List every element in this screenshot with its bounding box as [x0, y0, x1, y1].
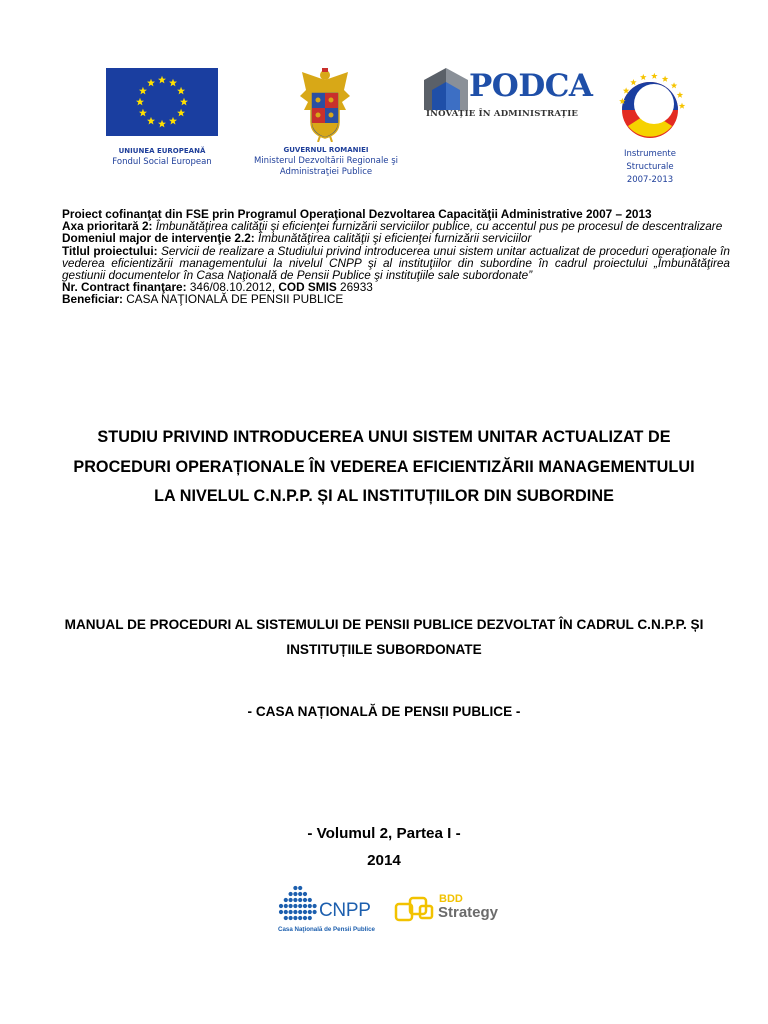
bdd-icon — [394, 896, 438, 924]
cnpp-dot-icon — [313, 904, 317, 908]
info-contract-value: 346/08.10.2012, — [189, 280, 276, 295]
cnpp-dot-icon — [298, 904, 302, 908]
info-contract-label: Nr. Contract finanţare: — [62, 280, 187, 295]
is-star-icon — [662, 76, 668, 82]
cnpp-dot-icon — [308, 898, 312, 902]
is-line2: Structurale — [626, 162, 674, 172]
info-cofinantat: Proiect cofinanţat din FSE prin Programul Operaţional Dezvoltarea Capacităţii Administrative 2007 – 2013 — [62, 207, 652, 221]
cnpp-dot-icon — [308, 910, 312, 914]
document-title: STUDIU PRIVIND INTRODUCEREA UNUI SISTEM UNITAR ACTUALIZAT DE PROCEDURI OPERAȚIONALE ÎN VEDEREA EFICIENTIZĂRII MANAGEMENTULUI LA NIVELUL C.N.P.P. ȘI AL INSTITUȚIILOR DIN SUBORDINE — [73, 428, 695, 505]
info-line-beneficiar — [62, 293, 730, 305]
is-star-icon — [679, 103, 685, 109]
cnpp-dot-icon — [293, 916, 297, 920]
project-info — [62, 208, 730, 306]
cnpp-dot-icon — [303, 892, 307, 896]
cnpp-dot-icon — [298, 916, 302, 920]
is-star-icon — [671, 82, 677, 88]
cnpp-dot-icon — [284, 904, 288, 908]
cnpp-dot-icon — [289, 904, 293, 908]
info-smis-value: 26933 — [340, 280, 373, 295]
year-label: 2014 — [367, 852, 401, 869]
bdd-strategy-logo — [394, 894, 514, 928]
cnpp-dot-icon — [289, 910, 293, 914]
info-domeniu-text: Îmbunătăţirea calităţii şi eficienţei furnizării serviciilor — [258, 231, 532, 246]
cnpp-dot-icon — [293, 898, 297, 902]
cnpp-dot-icon — [289, 898, 293, 902]
eu-flag-icon — [106, 68, 218, 136]
cnpp-dot-icon — [303, 910, 307, 914]
document-subtitle: MANUAL DE PROCEDURI AL SISTEMULUI DE PENSII PUBLICE DEZVOLTAT ÎN CADRUL C.N.P.P. ȘI INSTITUȚIILE SUBORDONATE — [64, 617, 704, 657]
cnpp-logo — [278, 884, 376, 936]
cnpp-dot-icon — [303, 916, 307, 920]
structural-instruments-icon — [614, 66, 690, 144]
volume-label: - Volumul 2, Partea I - — [307, 825, 461, 842]
bdd-line1: BDD — [439, 893, 463, 905]
eu-caption — [98, 146, 226, 168]
cnpp-dot-icon — [313, 910, 317, 914]
info-titlu-text: Servicii de realizare a Studiului privind introducerea unui sistem unitar actualizat de proceduri operaţionale în vederea eficientizării managementului la nivelul CNPP şi al instituţiilor din subordine în cadrul proiectului „Îmbunătăţirea gestiunii documentelor în Casa Naţională de Pensii Publice şi instituţiile sale subordonate” — [62, 243, 730, 283]
institution-title: - CASA NAȚIONALĂ DE PENSII PUBLICE - — [247, 704, 521, 719]
cnpp-dot-icon — [298, 910, 302, 914]
cnpp-people-icon — [278, 884, 318, 924]
cnpp-dot-icon — [298, 898, 302, 902]
info-beneficiar-value: CASA NAŢIONALĂ DE PENSII PUBLICE — [126, 292, 344, 307]
cnpp-dot-icon — [298, 892, 302, 896]
cnpp-dot-icon — [308, 904, 312, 908]
cnpp-dot-icon — [279, 904, 283, 908]
info-titlu-label: Titlul proiectului: — [62, 243, 158, 258]
eu-flag-logo — [106, 68, 218, 136]
is-star-icon — [640, 74, 646, 80]
cnpp-dot-icon — [284, 898, 288, 902]
info-beneficiar-label: Beneficiar: — [62, 292, 123, 307]
info-domeniu-label: Domeniul major de intervenţie 2.2: — [62, 231, 255, 246]
gov-caption — [232, 145, 420, 178]
podca-logo — [424, 66, 594, 122]
is-star-icon — [630, 79, 636, 85]
is-star-icon — [677, 92, 683, 98]
cnpp-dot-icon — [279, 910, 283, 914]
is-line3: 2007-2013 — [626, 175, 674, 185]
podca-name: PODCA — [469, 68, 593, 104]
info-line-titlu — [62, 245, 730, 282]
gov-ministry-line2: Administraţiei Publice — [279, 167, 373, 177]
is-caption — [604, 148, 696, 187]
cnpp-dot-icon — [293, 910, 297, 914]
cnpp-dot-icon — [293, 892, 297, 896]
cnpp-dot-icon — [303, 898, 307, 902]
info-axa-label: Axa prioritară 2: — [62, 219, 153, 234]
cnpp-dot-icon — [289, 916, 293, 920]
eu-fund: Fondul Social European — [112, 157, 212, 167]
coat-of-arms-icon — [298, 66, 352, 142]
cnpp-dot-icon — [284, 910, 288, 914]
info-axa-text: Îmbunătăţirea calităţii şi eficienţei furnizării serviciilor publice, cu accentul pus pe procesul de descentralizare — [155, 219, 723, 234]
instrumente-structurale-logo — [614, 66, 690, 144]
info-smis-label: COD SMIS — [278, 280, 337, 295]
cnpp-name: CNPP — [319, 900, 371, 921]
is-star-icon — [651, 73, 657, 79]
cnpp-dot-icon — [303, 904, 307, 908]
podca-tagline: INOVAȚIE ÎN ADMINISTRAȚIE — [426, 109, 579, 119]
cnpp-dot-icon — [293, 886, 297, 890]
cnpp-dot-icon — [293, 904, 297, 908]
cnpp-dot-icon — [298, 886, 302, 890]
bdd-line2: Strategy — [438, 904, 499, 921]
romania-coat-of-arms-logo — [298, 66, 352, 142]
cnpp-dot-icon — [289, 892, 293, 896]
gov-ministry-line1: Ministerul Dezvoltării Regionale şi — [253, 156, 399, 166]
cnpp-dot-icon — [284, 916, 288, 920]
cnpp-dot-icon — [308, 916, 312, 920]
is-line1: Instrumente — [624, 149, 676, 159]
eu-org: UNIUNEA EUROPEANĂ — [118, 147, 206, 155]
podca-icon — [424, 66, 472, 110]
gov-org: GUVERNUL ROMANIEI — [283, 146, 369, 154]
cnpp-subtitle: Casa Naţională de Pensii Publice — [278, 926, 375, 933]
